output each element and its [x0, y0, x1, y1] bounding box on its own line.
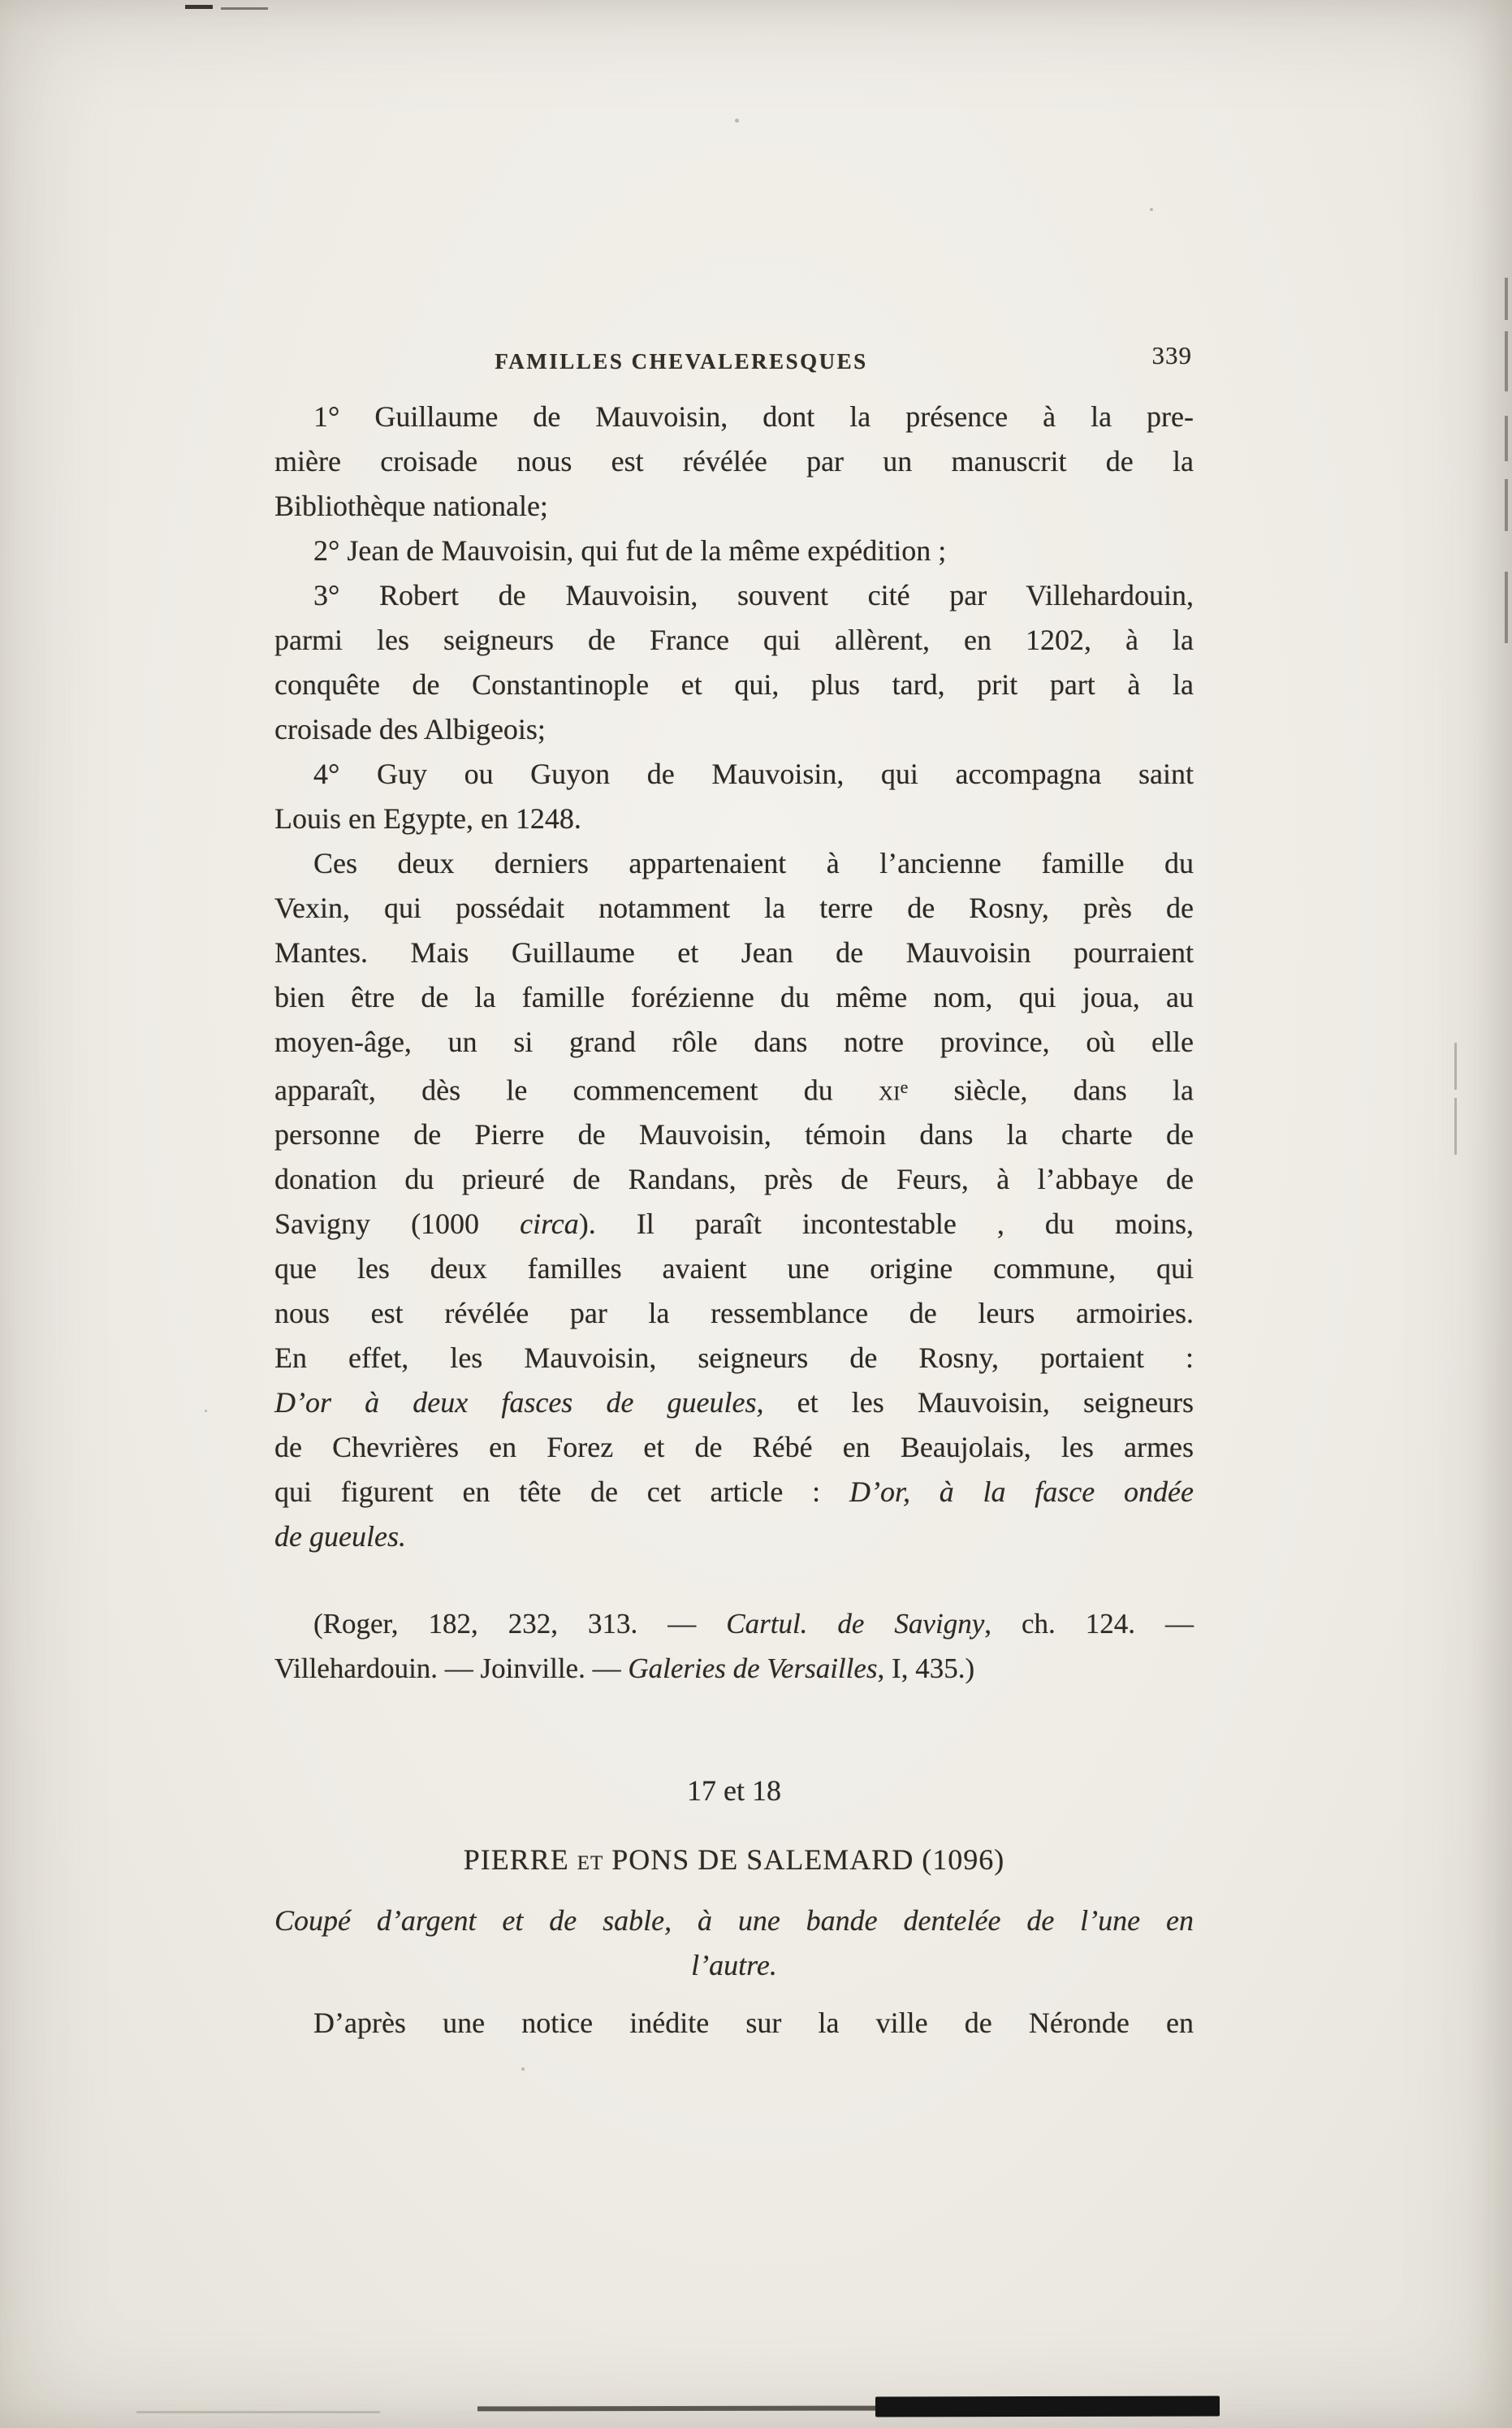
section-heading: [274, 1838, 1194, 1882]
scan-artifact-top-dash: [221, 7, 268, 10]
scan-artifact-edge-dash: [1505, 479, 1508, 531]
text-line: [274, 573, 1194, 618]
text-line: [274, 1291, 1194, 1336]
text-line: [274, 841, 1194, 886]
text-line: [274, 439, 1194, 484]
text-segment: conquête de Constantinople et qui, plus tard, prit part à la: [274, 668, 1194, 701]
text-block: [274, 335, 1194, 2046]
text-segment: Cartul. de Savigny: [726, 1608, 985, 1640]
paragraph-guillaume: [274, 395, 1194, 529]
text-segment: siècle, dans la: [908, 1074, 1194, 1107]
text-line: [274, 1246, 1194, 1291]
scan-artifact-edge-dash: [1505, 278, 1508, 320]
text-line: [274, 1769, 1194, 1813]
text-segment: et: [577, 1843, 604, 1877]
text-line: [274, 1646, 1194, 1691]
scan-artifact-margin-stroke: [1454, 1043, 1457, 1090]
text-segment: nous est révélée par la ressemblance de leurs armoiries.: [274, 1297, 1194, 1330]
text-segment: personne de Pierre de Mauvoisin, témoin dans la charte de: [274, 1118, 1194, 1151]
text-segment: donation du prieuré de Randans, près de Feurs, à l’abbaye de: [274, 1163, 1194, 1196]
text-segment: Villehardouin. — Joinville. —: [274, 1653, 629, 1685]
text-segment: D’or à deux fasces de gueules,: [274, 1386, 764, 1419]
text-line: [274, 395, 1194, 439]
scan-artifact-edge-dash: [1505, 331, 1508, 391]
text-segment: , I, 435.): [877, 1653, 975, 1685]
text-line: [274, 1112, 1194, 1157]
text-segment: Mantes. Mais Guillaume et Jean de Mauvoisin pourraient: [274, 936, 1194, 969]
text-line: [274, 1336, 1194, 1380]
text-line: [274, 1065, 1194, 1112]
text-line: [274, 618, 1194, 663]
text-segment: 3° Robert de Mauvoisin, souvent cité par Villehardouin,: [313, 579, 1194, 611]
text-segment: 1° Guillaume de Mauvoisin, dont la présence à la pre-: [313, 400, 1194, 433]
scan-artifact-margin-stroke: [1454, 1098, 1457, 1155]
text-segment: 17 et 18: [687, 1774, 781, 1808]
paragraph-neronde: [274, 2001, 1194, 2046]
text-segment: parmi les seigneurs de France qui allèrent, en 1202, à la: [274, 624, 1194, 656]
text-segment: , ch. 124. —: [984, 1608, 1194, 1640]
citation-sources: [274, 1601, 1194, 1691]
text-segment: 2° Jean de Mauvoisin, qui fut de la même expédition ;: [313, 534, 947, 567]
text-segment: xi: [879, 1074, 901, 1107]
scan-speck: [735, 119, 739, 123]
running-title: FAMILLES CHEVALERESQUES: [495, 349, 868, 374]
text-line: [274, 2001, 1194, 2046]
text-segment: que les deux familles avaient une origine commune, qui: [274, 1252, 1194, 1285]
text-line: [274, 1425, 1194, 1470]
text-segment: Louis en Egypte, en 1248.: [274, 802, 581, 835]
text-segment: Coupé d’argent et de sable, à une bande dentelée de l’une en: [274, 1904, 1194, 1938]
text-line: [274, 752, 1194, 797]
text-line: [274, 1157, 1194, 1202]
text-segment: l’autre.: [691, 1949, 777, 1982]
scan-artifact-edge-dash: [1505, 416, 1508, 461]
page-header: [274, 335, 1194, 375]
text-line: [274, 975, 1194, 1020]
text-segment: D’or, à la fasce ondée: [849, 1475, 1194, 1509]
paragraph-guy: [274, 752, 1194, 841]
text-segment: e: [900, 1077, 909, 1097]
text-segment: 4° Guy ou Guyon de Mauvoisin, qui accompagna saint: [313, 758, 1194, 790]
text-segment: mière croisade nous est révélée par un manuscrit de la: [274, 445, 1194, 477]
text-segment: qui figurent en tête de cet article :: [274, 1475, 849, 1509]
text-line: [274, 1380, 1194, 1425]
text-line: [274, 931, 1194, 975]
text-line: [274, 1601, 1194, 1646]
scan-artifact-top-dash: [185, 5, 213, 9]
paragraph-jean: [274, 529, 1194, 573]
text-segment: PIERRE: [463, 1843, 577, 1877]
scan-artifact-bottom-line-faint: [136, 2411, 380, 2413]
text-segment: ). Il paraît incontestable , du moins,: [578, 1208, 1194, 1241]
text-line: [274, 1943, 1194, 1988]
text-line: [274, 886, 1194, 931]
text-body: [274, 395, 1194, 2046]
text-segment: Vexin, qui possédait notamment la terre de Rosny, près de: [274, 892, 1194, 924]
text-line: [274, 1202, 1194, 1246]
text-segment: D’après une notice inédite sur la ville de Néronde en: [313, 2007, 1194, 2040]
text-line: [274, 529, 1194, 573]
text-segment: et les Mauvoisin, seigneurs: [763, 1386, 1194, 1419]
text-line: [274, 797, 1194, 841]
scan-artifact-edge-dash: [1505, 572, 1508, 643]
text-segment: apparaît, dès le commencement du: [274, 1074, 879, 1107]
section-number: [274, 1769, 1194, 1813]
text-line: [274, 484, 1194, 529]
text-line: [274, 1838, 1194, 1882]
blazon: [274, 1899, 1194, 1988]
text-segment: croisade des Albigeois;: [274, 713, 546, 745]
text-segment: En effet, les Mauvoisin, seigneurs de Rosny, portaient :: [274, 1341, 1194, 1375]
text-segment: Ces deux derniers appartenaient à l’ancienne famille du: [313, 847, 1194, 879]
text-line: [274, 1899, 1194, 1943]
scan-artifact-bottom-bar: [875, 2396, 1220, 2417]
scan-speck: [521, 2067, 525, 2071]
text-segment: Galeries de Versailles: [628, 1653, 878, 1685]
text-line: [274, 1020, 1194, 1065]
text-segment: (Roger, 182, 232, 313. —: [313, 1608, 727, 1640]
text-segment: circa: [520, 1208, 579, 1241]
text-line: [274, 707, 1194, 752]
text-line: [274, 663, 1194, 707]
text-line: [274, 1514, 1194, 1559]
scan-artifact-bottom-line: [477, 2406, 880, 2412]
text-segment: bien être de la famille forézienne du même nom, qui joua, au: [274, 981, 1194, 1013]
text-segment: PONS DE SALEMARD (1096): [603, 1843, 1005, 1877]
page-number: 339: [1151, 341, 1192, 369]
scan-speck: [205, 1410, 207, 1412]
text-segment: de Chevrières en Forez et de Rébé en Beaujolais, les armes: [274, 1431, 1194, 1464]
text-segment: Savigny (1000: [274, 1208, 521, 1241]
text-segment: moyen-âge, un si grand rôle dans notre province, où elle: [274, 1026, 1194, 1058]
paragraph-robert: [274, 573, 1194, 752]
paragraph-familles: [274, 841, 1194, 1559]
text-line: [274, 1470, 1194, 1514]
scan-speck: [1150, 208, 1153, 211]
text-segment: Bibliothèque nationale;: [274, 490, 548, 522]
text-segment: de gueules.: [274, 1520, 406, 1553]
